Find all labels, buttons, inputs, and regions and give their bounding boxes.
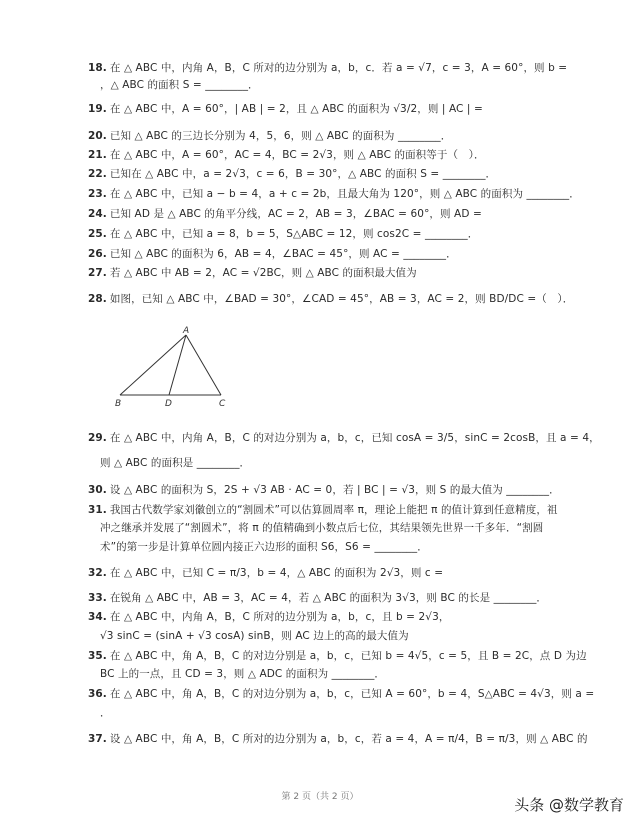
question-text: 在 △ ABC 中，内角 A，B，C 的对边分别为 a，b，c，已知 cosA = 3/5，sinC = 2cosB，且 a = 4， [109, 432, 600, 444]
question-text: ． [100, 707, 111, 719]
triangle-figure [112, 325, 240, 411]
question-30 [88, 482, 558, 498]
question-number: 25. [88, 228, 107, 240]
question-text: 若 △ ABC 中 AB = 2，AC = √2BC，则 △ ABC 的面积最大值为 [109, 267, 417, 279]
question-number: 28. [88, 293, 107, 305]
question-35 [88, 648, 587, 664]
question-36 [88, 686, 595, 702]
question-text: 如图，已知 △ ABC 中，∠BAD = 30°，∠CAD = 45°，AB = 3，AC = 2，则 BD/DC =（ ）． [109, 293, 574, 305]
question-31-line-3 [100, 539, 570, 555]
question-21 [88, 147, 558, 163]
question-19 [88, 101, 558, 117]
question-text: √3 sinC = (sinA + √3 cosA) sinB，则 AC 边上的高的最大值为 [100, 630, 409, 642]
question-37 [88, 731, 588, 747]
question-20 [88, 128, 558, 144]
question-text: 我国古代数学家刘徽创立的“割圆术”可以估算圆周率 π，理论上能把 π 的值计算到任意精度，祖 [109, 504, 558, 516]
question-number: 18. [88, 62, 107, 74]
question-text: 设 △ ABC 的面积为 S，2S + √3 AB · AC = 0，若 | BC | = √3，则 S 的最大值为 ________． [109, 484, 560, 496]
question-number: 22. [88, 168, 107, 180]
question-number: 21. [88, 149, 107, 161]
question-number: 29. [88, 432, 107, 444]
question-text: 在 △ ABC 中，A = 60°，AC = 4，BC = 2√3，则 △ ABC 的面积等于（ ）． [109, 149, 485, 161]
question-number: 31. [88, 504, 107, 516]
question-text: 在 △ ABC 中，已知 a = 8，b = 5，S△ABC = 12，则 cos2C = ________． [109, 228, 479, 240]
question-23 [88, 186, 580, 202]
question-text: 已知 △ ABC 的三边长分别为 4，5，6，则 △ ABC 的面积为 ________． [109, 130, 452, 142]
question-26 [88, 246, 558, 262]
question-text: 已知 △ ABC 的面积为 6，AB = 4，∠BAC = 45°，则 AC = ________． [109, 248, 457, 260]
question-text: 术”的第一步是计算单位圆内接正六边形的面积 S6，S6 = ________． [100, 541, 428, 553]
question-number: 26. [88, 248, 107, 260]
question-29 [88, 430, 600, 446]
question-number: 20. [88, 130, 107, 142]
question-32 [88, 565, 558, 581]
segment-ad [169, 335, 186, 395]
question-text: 已知在 △ ABC 中，a = 2√3，c = 6，B = 30°，△ ABC 的面积 S = ________． [109, 168, 497, 180]
question-31 [88, 502, 558, 518]
question-text: 设 △ ABC 中，角 A，B，C 所对的边分别为 a，b，c，若 a = 4，A = π/4，B = π/3，则 △ ABC 的 [109, 733, 588, 745]
side-ab [120, 335, 186, 395]
label-d: D [165, 399, 172, 409]
question-33 [88, 590, 558, 606]
question-28 [88, 291, 574, 307]
question-25 [88, 226, 558, 242]
question-text: 在 △ ABC 中，角 A，B，C 的对边分别是 a，b，c，已知 b = 4√5，c = 5，且 B = 2C，点 D 为边 [109, 650, 587, 662]
page-footer: 第 2 页（共 2 页） [281, 792, 359, 802]
side-ac [186, 335, 221, 395]
question-24 [88, 206, 558, 222]
watermark: 头条 @数学教育 [514, 796, 624, 814]
question-number: 19. [88, 103, 107, 115]
question-34 [88, 609, 558, 625]
question-34-continued [100, 628, 570, 644]
question-text: 冲之继承并发展了“割圆术”，将 π 的值精确到小数点后七位，其结果领先世界一千多年．“割圆 [100, 522, 544, 534]
question-text: 已知 AD 是 △ ABC 的角平分线，AC = 2，AB = 3，∠BAC = 60°，则 AD = [109, 208, 482, 220]
question-number: 30. [88, 484, 107, 496]
question-number: 35. [88, 650, 107, 662]
question-number: 37. [88, 733, 107, 745]
question-text: 则 △ ABC 的面积是 ________． [100, 457, 251, 469]
question-number: 32. [88, 567, 107, 579]
question-27 [88, 265, 558, 281]
question-text: 在 △ ABC 中，已知 a − b = 4，a + c = 2b，且最大角为 120°，则 △ ABC 的面积为 ________． [109, 188, 580, 200]
question-number: 36. [88, 688, 107, 700]
question-text: 在 △ ABC 中，内角 A，B，C 所对的边分别为 a，b，c，且 b = 2√3， [109, 611, 450, 623]
label-b: B [115, 399, 122, 409]
question-number: 27. [88, 267, 107, 279]
question-number: 34. [88, 611, 107, 623]
question-text: 在 △ ABC 中，已知 C = π/3，b = 4，△ ABC 的面积为 2√3，则 c = [109, 567, 444, 579]
question-29-continued [100, 455, 570, 471]
question-31-line-2 [100, 520, 570, 536]
question-text: 在锐角 △ ABC 中，AB = 3，AC = 4，若 △ ABC 的面积为 3√3，则 BC 的长是 ________． [109, 592, 548, 604]
label-a: A [183, 326, 190, 336]
question-18 [88, 60, 568, 76]
question-text: 在 △ ABC 中，角 A，B，C 的对边分别为 a，b，c，已知 A = 60°，b = 4，S△ABC = 4√3，则 a = [109, 688, 595, 700]
question-18-continued [100, 77, 570, 93]
question-number: 33. [88, 592, 107, 604]
question-number: 24. [88, 208, 107, 220]
question-text: ，△ ABC 的面积 S = ________． [100, 79, 259, 91]
question-text: BC 上的一点，且 CD = 3，则 △ ADC 的面积为 ________． [100, 668, 386, 680]
question-35-continued [100, 666, 570, 682]
question-text: 在 △ ABC 中，A = 60°，| AB | = 2，且 △ ABC 的面积为 √3/2，则 | AC | = [109, 103, 483, 115]
question-text: 在 △ ABC 中，内角 A，B，C 所对的边分别为 a，b，c．若 a = √7，c = 3，A = 60°，则 b = [109, 62, 568, 74]
question-22 [88, 166, 558, 182]
question-36-continued [100, 705, 570, 721]
question-number: 23. [88, 188, 107, 200]
label-c: C [219, 399, 226, 409]
